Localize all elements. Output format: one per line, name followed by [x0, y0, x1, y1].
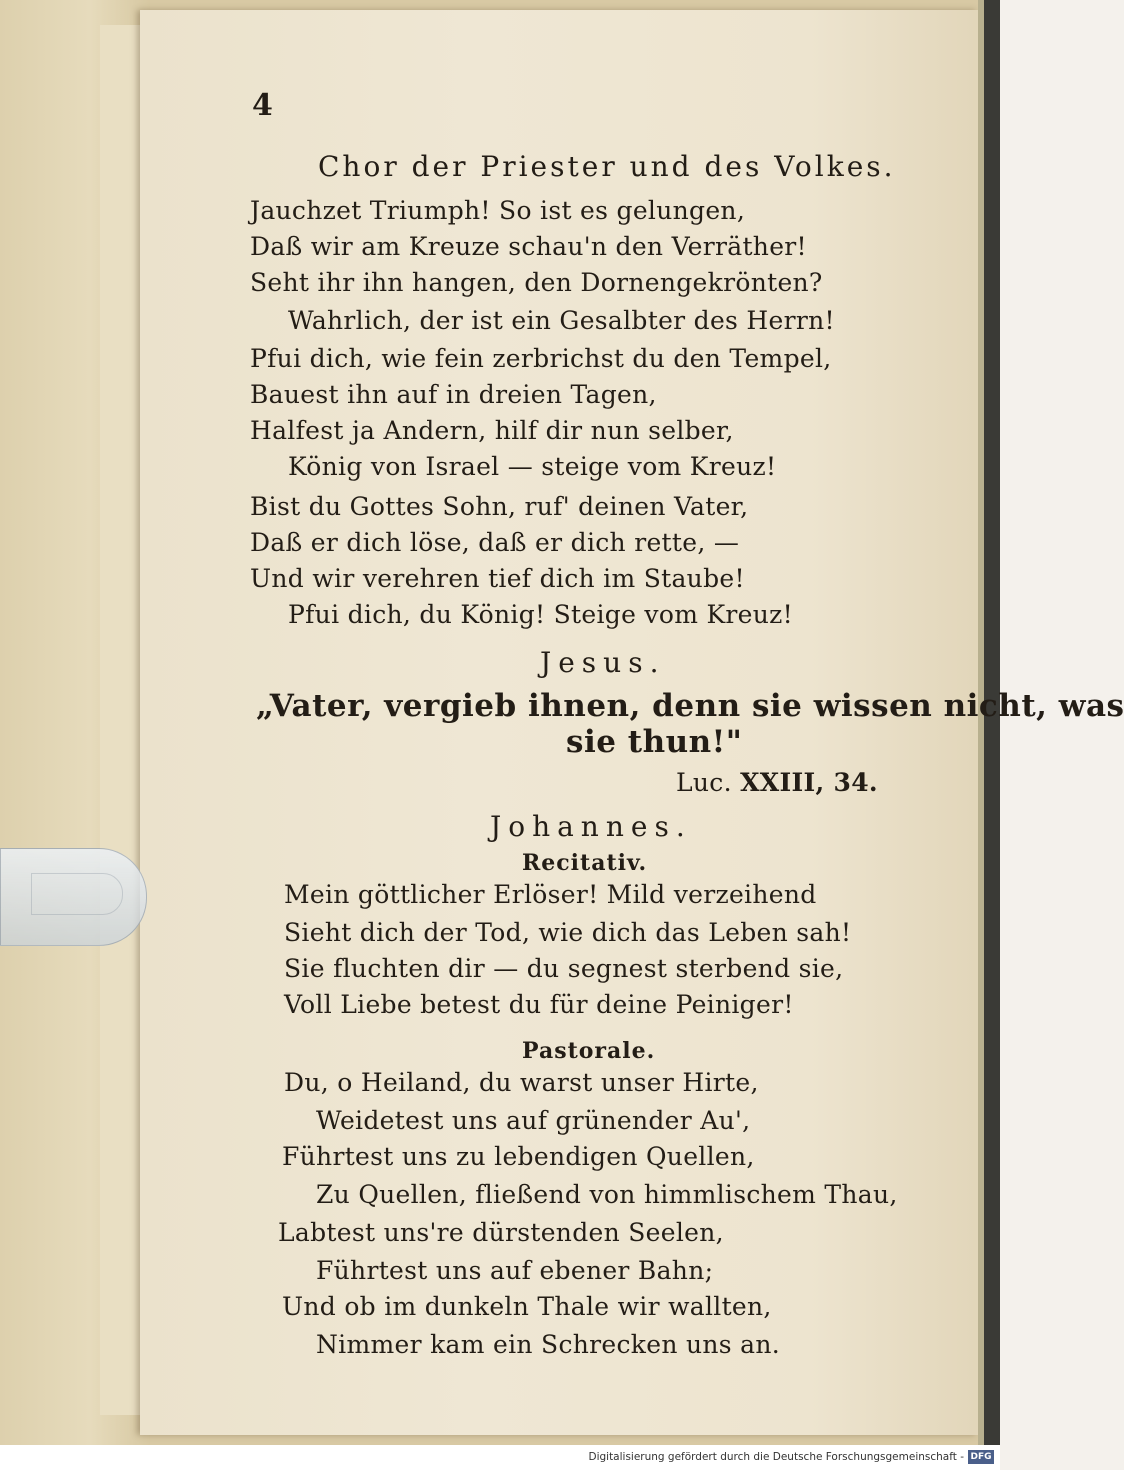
- verse-line: Du, o Heiland, du warst unser Hirte,: [284, 1068, 759, 1097]
- verse-line: Seht ihr ihn hangen, den Dornengekrönten?: [250, 268, 823, 297]
- verse-line: Führtest uns auf ebener Bahn;: [316, 1256, 714, 1285]
- footer-bar: [0, 1445, 1000, 1470]
- verse-line: Sie fluchten dir — du segnest sterbend sie,: [284, 954, 844, 983]
- chor-heading: Chor der Priester und des Volkes.: [318, 150, 896, 183]
- jesus-heading: Jesus.: [540, 646, 666, 679]
- jesus-quote-line: sie thun!": [566, 724, 743, 760]
- verse-line: Labtest uns're dürstenden Seelen,: [278, 1218, 724, 1247]
- verse-line: Sieht dich der Tod, wie dich das Leben sah!: [284, 918, 852, 947]
- pastorale-heading: Pastorale.: [522, 1038, 656, 1064]
- bible-reference: [676, 768, 878, 797]
- verse-line: Daß wir am Kreuze schau'n den Verräther!: [250, 232, 807, 261]
- verse-line: Mein göttlicher Erlöser! Mild verzeihend: [284, 880, 817, 909]
- verse-line: Halfest ja Andern, hilf dir nun selber,: [250, 416, 734, 445]
- reference-book: Luc.: [676, 768, 732, 797]
- johannes-heading: Johannes.: [490, 810, 692, 843]
- verse-line: Weidetest uns auf grünender Au',: [316, 1106, 751, 1135]
- verse-line: Voll Liebe betest du für deine Peiniger!: [284, 990, 794, 1019]
- verse-line: Wahrlich, der ist ein Gesalbter des Herrn!: [288, 306, 835, 335]
- verse-line: Nimmer kam ein Schrecken uns an.: [316, 1330, 781, 1359]
- verse-line: Zu Quellen, fließend von himmlischem Thau,: [316, 1180, 898, 1209]
- jesus-quote-line: „Vater, vergieb ihnen, denn sie wissen nicht, was: [256, 688, 1124, 724]
- verse-line: Pfui dich, du König! Steige vom Kreuz!: [288, 600, 793, 629]
- verse-line: Führtest uns zu lebendigen Quellen,: [282, 1142, 755, 1171]
- funding-notice: Digitalisierung gefördert durch die Deutsche Forschungsgemeinschaft -: [588, 1451, 964, 1463]
- verse-line: Und ob im dunkeln Thale wir wallten,: [282, 1292, 772, 1321]
- verse-line: König von Israel — steige vom Kreuz!: [288, 452, 777, 481]
- recitativ-heading: Recitativ.: [522, 850, 648, 876]
- verse-line: Pfui dich, wie fein zerbrichst du den Tempel,: [250, 344, 832, 373]
- verse-line: Bauest ihn auf in dreien Tagen,: [250, 380, 657, 409]
- verse-line: Jauchzet Triumph! So ist es gelungen,: [250, 196, 746, 225]
- page-number: 4: [252, 88, 274, 123]
- verse-line: Und wir verehren tief dich im Staube!: [250, 564, 745, 593]
- reference-chapter: XXIII, 34.: [740, 768, 878, 797]
- dfg-logo-icon: DFG: [968, 1450, 994, 1464]
- verse-line: Bist du Gottes Sohn, ruf' deinen Vater,: [250, 492, 749, 521]
- verse-line: Daß er dich löse, daß er dich rette, —: [250, 528, 740, 557]
